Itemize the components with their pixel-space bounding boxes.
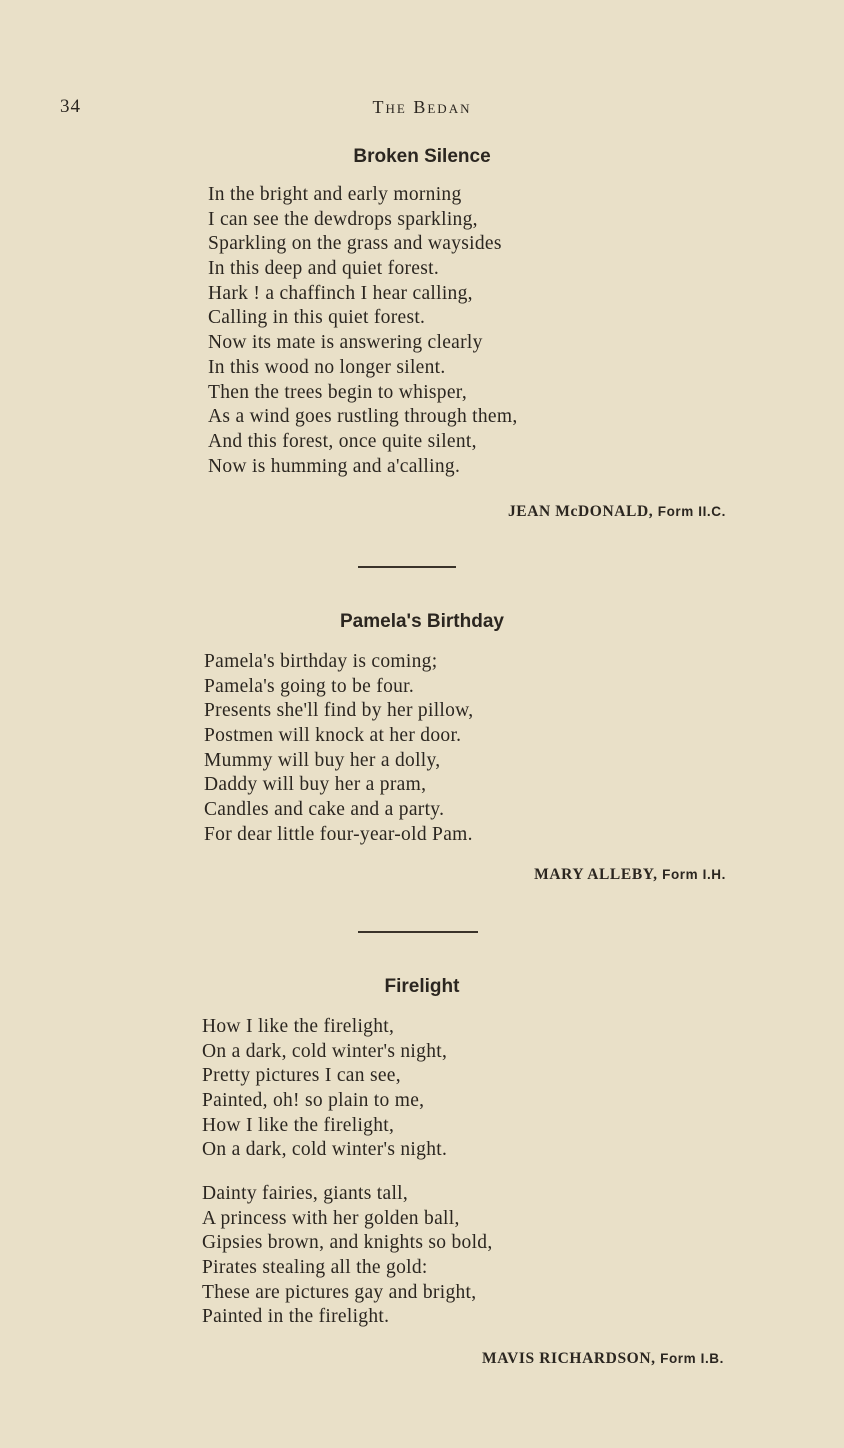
- running-head: The Bedan: [372, 97, 472, 117]
- poem-line: I can see the dewdrops sparkling,: [208, 208, 478, 230]
- poem-line: Postmen will knock at her door.: [204, 725, 462, 747]
- poem-line: Gipsies brown, and knights so bold,: [202, 1232, 493, 1254]
- poem-line: How I like the firelight,: [202, 1114, 395, 1136]
- poem-line: Pretty pictures I can see,: [202, 1065, 401, 1087]
- poem-attribution: [482, 1350, 724, 1368]
- author-form: Form II.C.: [657, 504, 726, 519]
- poem-line: These are pictures gay and bright,: [202, 1281, 477, 1303]
- poem-line: Hark ! a chaffinch I hear calling,: [208, 282, 473, 304]
- poem-stanza-2: [202, 1182, 493, 1330]
- poem-line: On a dark, cold winter's night.: [202, 1139, 448, 1161]
- section-divider: [358, 931, 478, 933]
- poem-line: Pamela's birthday is coming;: [204, 651, 438, 672]
- poem-line: In the bright and early morning: [208, 184, 462, 205]
- poem-line: Dainty fairies, giants tall,: [202, 1183, 409, 1204]
- poem-line: In this deep and quiet forest.: [208, 258, 440, 280]
- poem-line: For dear little four-year-old Pam.: [204, 823, 473, 845]
- poem-line: In this wood no longer silent.: [208, 356, 446, 378]
- poem-line: Now is humming and a'calling.: [208, 455, 461, 477]
- author-name: MARY ALLEBY,: [534, 866, 658, 883]
- poem-line: A princess with her golden ball,: [202, 1207, 460, 1229]
- poem-line: Sparkling on the grass and waysides: [208, 233, 502, 255]
- poem-line: Then the trees begin to whisper,: [208, 381, 467, 403]
- poem-line: Now its mate is answering clearly: [208, 332, 483, 354]
- page-number: 34: [60, 96, 81, 117]
- poem-line: As a wind goes rustling through them,: [208, 406, 518, 428]
- poem-body-broken-silence: [208, 183, 518, 479]
- poem-stanza-1: [202, 1015, 447, 1163]
- poem-line: Calling in this quiet forest.: [208, 307, 426, 329]
- poem-title-firelight: Firelight: [384, 976, 460, 997]
- poem-line: Pamela's going to be four.: [204, 675, 415, 697]
- poem-title-broken-silence: Broken Silence: [353, 146, 491, 167]
- poem-line: Daddy will buy her a pram,: [204, 774, 427, 796]
- section-divider: [358, 566, 456, 568]
- poem-body-pamelas-birthday: [204, 650, 473, 848]
- author-form: Form I.B.: [660, 1351, 724, 1366]
- poem-line: Candles and cake and a party.: [204, 799, 445, 821]
- poem-title-pamelas-birthday: Pamela's Birthday: [340, 611, 504, 632]
- author-name: MAVIS RICHARDSON,: [482, 1350, 656, 1367]
- author-name: JEAN McDONALD,: [507, 503, 654, 520]
- poem-line: How I like the firelight,: [202, 1016, 395, 1037]
- poem-line: Pirates stealing all the gold:: [202, 1257, 428, 1279]
- poem-line: Painted, oh! so plain to me,: [202, 1090, 425, 1112]
- poem-attribution: [508, 503, 726, 521]
- poem-line: And this forest, once quite silent,: [208, 430, 477, 452]
- author-form: Form I.H.: [662, 867, 726, 882]
- poem-attribution: [534, 866, 726, 884]
- poem-line: Mummy will buy her a dolly,: [204, 749, 441, 771]
- poem-line: Presents she'll find by her pillow,: [204, 700, 474, 722]
- poem-line: On a dark, cold winter's night,: [202, 1040, 448, 1062]
- poem-line: Painted in the firelight.: [202, 1306, 390, 1328]
